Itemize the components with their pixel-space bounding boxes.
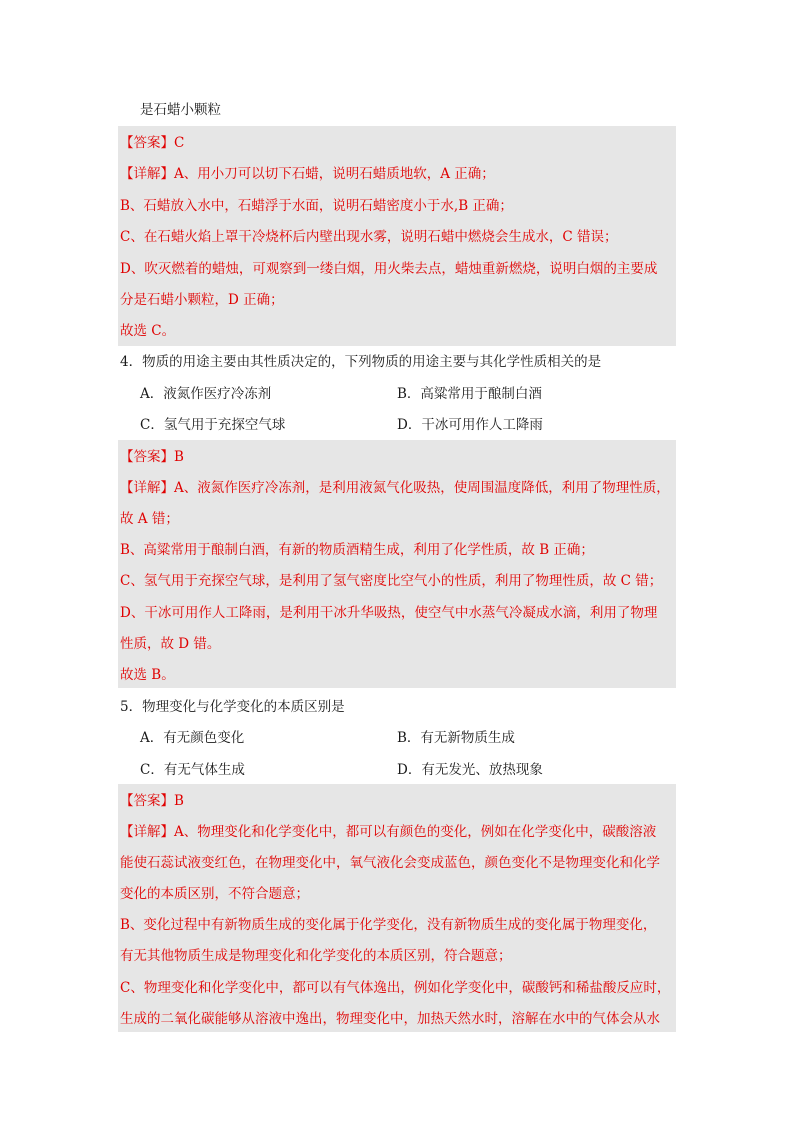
q4-detail-line: 性质，故 D 错。 [120, 636, 221, 652]
q5-detail-line: B、变化过程中有新物质生成的变化属于化学变化，没有新物质生成的变化属于物理变化， [120, 917, 657, 933]
q3-detail-line: 【详解】A、用小刀可以切下石蜡，说明石蜡质地软，A 正确； [120, 166, 495, 182]
prev-question-tail: 是石蜡小颗粒 [140, 102, 221, 118]
q5-detail-line: C、物理变化和化学变化中，都可以有气体逸出，例如化学变化中，碳酸钙和稀盐酸反应时， [120, 980, 671, 996]
q4-detail-line: B、高粱常用于酿制白酒，有新的物质酒精生成，利用了化学性质，故 B 正确； [120, 542, 594, 558]
q5-option-c: C．有无气体生成 [140, 762, 245, 778]
q4-conclusion: 故选 B。 [120, 667, 175, 683]
q5-option-a: A．有无颜色变化 [140, 730, 245, 746]
q5-detail-line: 能使石蕊试液变红色，在物理变化中，氧气液化会变成蓝色，颜色变化不是物理变化和化学 [120, 855, 660, 871]
q5-detail-line: 变化的本质区别，不符合题意； [120, 886, 309, 902]
q3-detail-line: 分是石蜡小颗粒，D 正确； [120, 292, 284, 308]
q4-answer: 【答案】B [120, 449, 184, 465]
q4-detail-line: 故 A 错； [120, 511, 179, 527]
q3-detail-line: C、在石蜡火焰上罩干冷烧杯后内壁出现水雾，说明石蜡中燃烧会生成水，C 错误； [120, 229, 618, 245]
q4-option-a: A．液氮作医疗冷冻剂 [140, 386, 272, 402]
q5-detail-line: 生成的二氧化碳能够从溶液中逸出，物理变化中，加热天然水时，溶解在水中的气体会从水 [120, 1011, 660, 1027]
q4-option-c: C．氢气用于充探空气球 [140, 417, 286, 433]
q3-detail-line: B、石蜡放入水中，石蜡浮于水面，说明石蜡密度小于水,B 正确； [120, 198, 513, 214]
q5-stem: 5．物理变化与化学变化的本质区别是 [120, 699, 345, 715]
q5-detail-line: 【详解】A、物理变化和化学变化中，都可以有颜色的变化，例如在化学变化中，碳酸溶液 [120, 824, 657, 840]
q5-answer: 【答案】B [120, 793, 184, 809]
q4-option-d: D．干冰可用作人工降雨 [397, 417, 543, 433]
q4-detail-line: 【详解】A、液氮作医疗冷冻剂，是利用液氮气化吸热，使周围温度降低，利用了物理性质， [120, 480, 670, 496]
q4-detail-line: C、氢气用于充探空气球，是利用了氢气密度比空气小的性质，利用了物理性质，故 C 错； [120, 573, 663, 589]
q3-answer: 【答案】C [120, 135, 185, 151]
q4-detail-line: D、干冰可用作人工降雨，是利用干冰升华吸热，使空气中水蒸气冷凝成水滴，利用了物理 [120, 605, 658, 621]
q5-option-b: B．有无新物质生成 [397, 730, 515, 746]
q4-stem: 4．物质的用途主要由其性质决定的，下列物质的用途主要与其化学性质相关的是 [120, 354, 602, 370]
q5-option-d: D．有无发光、放热现象 [397, 762, 543, 778]
q4-option-b: B．高粱常用于酿制白酒 [397, 386, 542, 402]
q5-detail-line: 有无其他物质生成是物理变化和化学变化的本质区别，符合题意； [120, 948, 512, 964]
q3-conclusion: 故选 C。 [120, 323, 176, 339]
q3-detail-line: D、吹灭燃着的蜡烛，可观察到一缕白烟，用火柴去点，蜡烛重新燃烧，说明白烟的主要成 [120, 261, 658, 277]
